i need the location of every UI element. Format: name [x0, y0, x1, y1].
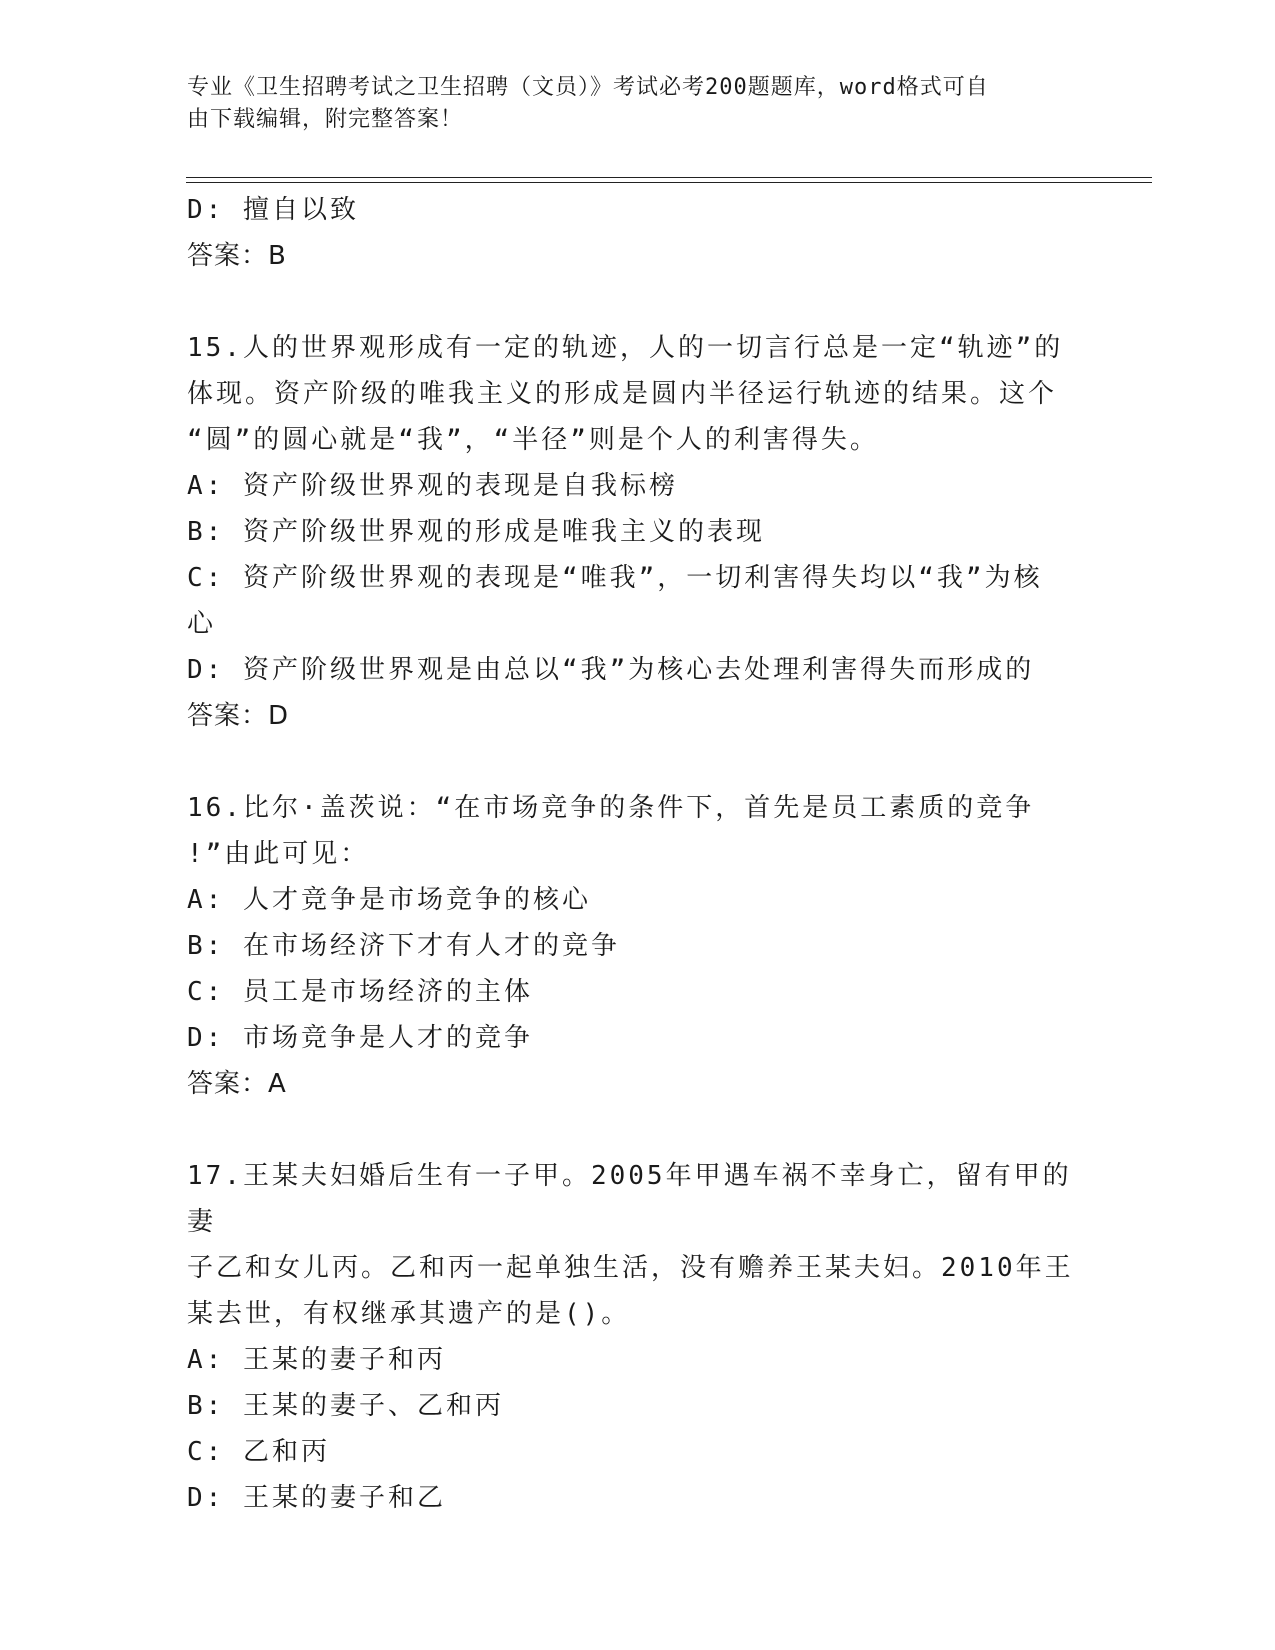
- option-c: C: 乙和丙: [187, 1437, 330, 1467]
- option-c: C: 员工是市场经济的主体: [187, 977, 533, 1007]
- answer-line: 答案：B: [187, 241, 287, 271]
- question-stem: 17.王某夫妇婚后生有一子甲。2005年甲遇车祸不幸身亡，留有甲的妻: [187, 1161, 1072, 1237]
- question-stem: 16.比尔·盖茨说：“在市场竞争的条件下，首先是员工素质的竞争: [187, 793, 1035, 823]
- option-a: A: 王某的妻子和丙: [187, 1345, 446, 1375]
- spacer: [187, 279, 1087, 325]
- option-a: A: 资产阶级世界观的表现是自我标榜: [187, 471, 678, 501]
- question-stem: 15.人的世界观形成有一定的轨迹，人的一切言行总是一定“轨迹”的: [187, 333, 1064, 363]
- header-title-line-2: 由下载编辑，附完整答案！: [187, 107, 464, 132]
- option-d: D: 资产阶级世界观是由总以“我”为核心去处理利害得失而形成的: [187, 655, 1035, 685]
- option-b: B: 王某的妻子、乙和丙: [187, 1391, 504, 1421]
- option-d: D: 王某的妻子和乙: [187, 1483, 446, 1513]
- option-d: D: 市场竞争是人才的竞争: [187, 1023, 533, 1053]
- option-c: C: 资产阶级世界观的表现是“唯我”，一切利害得失均以“我”为核: [187, 563, 1043, 593]
- header-title-line-1: 专业《卫生招聘考试之卫生招聘（文员）》考试必考200题题库，word格式可自: [187, 75, 989, 100]
- header-divider-top: [186, 177, 1152, 178]
- option-b: B: 资产阶级世界观的形成是唯我主义的表现: [187, 517, 765, 547]
- page-header: [187, 72, 1067, 136]
- option-d: D: 擅自以致: [187, 195, 359, 225]
- option-a: A: 人才竞争是市场竞争的核心: [187, 885, 591, 915]
- answer-line: 答案：A: [187, 1069, 287, 1099]
- question-stem: 某去世，有权继承其遗产的是()。: [187, 1299, 631, 1329]
- spacer: [187, 1107, 1087, 1153]
- question-14-tail: [187, 187, 1087, 279]
- question-stem: 体现。资产阶级的唯我主义的形成是圆内半径运行轨迹的结果。这个: [187, 379, 1058, 409]
- option-b: B: 在市场经济下才有人才的竞争: [187, 931, 620, 961]
- question-stem: !”由此可见：: [187, 839, 370, 869]
- question-17: [187, 1153, 1087, 1521]
- question-stem: 子乙和女儿丙。乙和丙一起单独生活，没有赡养王某夫妇。2010年王: [187, 1253, 1074, 1283]
- question-content: [187, 187, 1087, 1521]
- answer-line: 答案：D: [187, 701, 290, 731]
- question-15: [187, 325, 1087, 739]
- question-stem: “圆”的圆心就是“我”，“半径”则是个人的利害得失。: [187, 425, 879, 455]
- spacer: [187, 739, 1087, 785]
- header-divider-bottom: [186, 182, 1152, 183]
- question-16: [187, 785, 1087, 1107]
- option-c-continued: 心: [187, 609, 217, 639]
